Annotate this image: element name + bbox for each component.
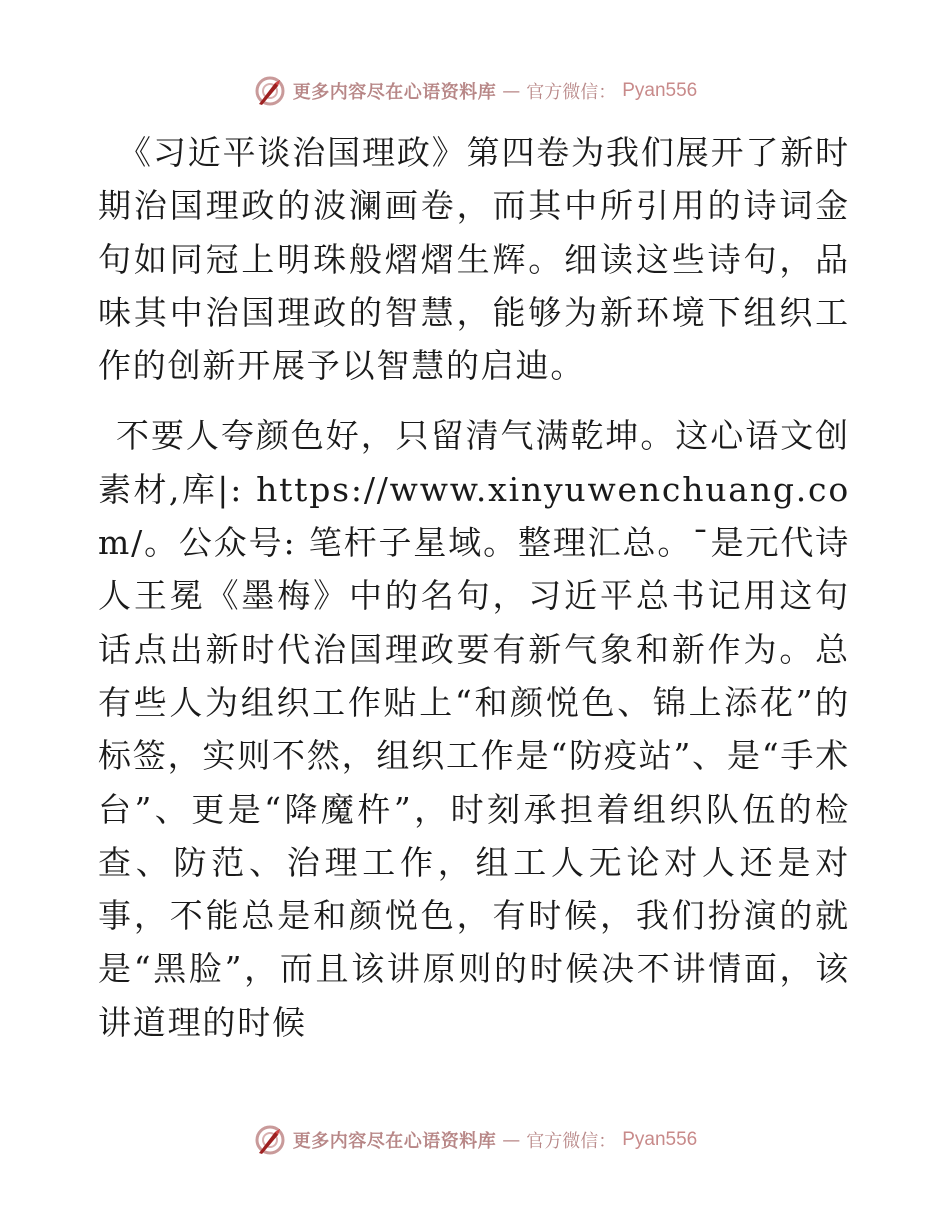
watermark-dash: — [502, 80, 521, 102]
watermark-official-label: 官方微信： [526, 82, 617, 103]
watermark-main-text: 更多内容尽在心语资料库 [292, 82, 497, 103]
quill-pen-logo-icon [253, 1123, 287, 1157]
paragraph-poem-analysis: 不要人夸颜色好，只留清气满乾坤。这心语文创素材,库|: https://www.xinyuwenchuang.com/。公众号: 笔杆子星域。整理汇总。¯是元代诗人王冕《墨梅》中的名句，习近平总书记用这句话点出新时代治国理政要有新气象和新作为。总有些人为组织工作贴上“和颜悦色、锦上添花”的标签，实则不然，组织工作是“防疫站”、是“手术台”、更是“降魔杵”，时刻承担着组织队伍的检查、防范、治理工作，组工人无论对人还是对事，不能总是和颜悦色，有时候，我们扮演的就是“黑脸”，而且该讲原则的时候决不讲情面，该讲道理的时候 [98, 416, 851, 1042]
document-body [98, 126, 850, 1049]
watermark-main-text: 更多内容尽在心语资料库 [292, 1131, 497, 1152]
paragraph-intro: 《习近平谈治国理政》第四卷为我们展开了新时期治国理政的波澜画卷，而其中所引用的诗词金句如同冠上明珠般熠熠生辉。细读这些诗句，品味其中治国理政的智慧，能够为新环境下组织工作的创新开展予以智慧的启迪。 [98, 133, 850, 386]
footer-watermark [0, 1118, 950, 1162]
watermark-official-label: 官方微信： [526, 1131, 617, 1152]
quill-pen-logo-icon [253, 74, 287, 108]
watermark-wechat-id: Pyan556 [622, 80, 698, 101]
watermark-wechat-id: Pyan556 [622, 1129, 698, 1150]
header-watermark [0, 69, 950, 113]
watermark-dash: — [502, 1129, 521, 1151]
